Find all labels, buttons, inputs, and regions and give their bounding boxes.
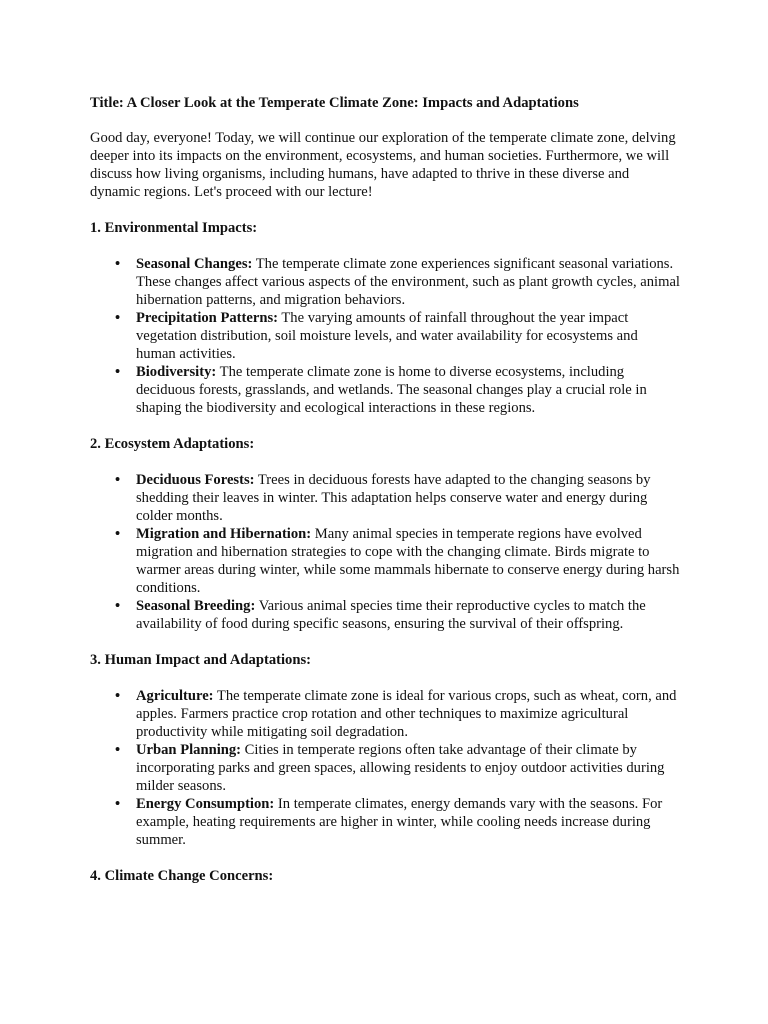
item-text: Various animal species time their reproductive cycles to match the availability of food during specific seasons, ensuring the survival of their offspring.	[136, 598, 646, 632]
list-item	[115, 795, 680, 849]
item-term: Seasonal Breeding:	[136, 598, 256, 614]
item-term: Energy Consumption:	[136, 796, 275, 812]
list-item	[115, 741, 680, 795]
item-term: Precipitation Patterns:	[136, 310, 278, 326]
section-heading: 1. Environmental Impacts:	[90, 220, 258, 236]
bullet-icon: •	[115, 310, 121, 326]
section-ecosystem-adaptations	[90, 435, 680, 633]
list-item	[115, 471, 680, 525]
list-item	[115, 255, 680, 309]
intro-paragraph: Good day, everyone! Today, we will continue our exploration of the temperate climate zone, delving deeper into its impacts on the environment, ecosystems, and human societies. Furthermore, we will discuss how living organisms, including humans, have adapted to thrive in these diverse and dynamic regions. Let's proceed with our lecture!	[90, 130, 676, 200]
section-environmental-impacts	[90, 219, 680, 417]
bullet-list	[90, 687, 680, 849]
item-text: Cities in temperate regions often take advantage of their climate by incorporating parks and green spaces, allowing residents to enjoy outdoor activities during milder seasons.	[136, 742, 665, 794]
list-item	[115, 597, 680, 633]
item-term: Migration and Hibernation:	[136, 526, 312, 542]
bullet-icon: •	[115, 598, 121, 614]
section-human-impact-adaptations	[90, 651, 680, 849]
list-item	[115, 687, 680, 741]
section-heading: 3. Human Impact and Adaptations:	[90, 652, 311, 668]
item-text: Trees in deciduous forests have adapted to the changing seasons by shedding their leaves in winter. This adaptation helps conserve water and energy during colder months.	[136, 472, 651, 524]
section-climate-change-concerns	[90, 867, 680, 885]
item-text: The varying amounts of rainfall throughout the year impact vegetation distribution, soil moisture levels, and water availability for ecosystems and human activities.	[136, 310, 638, 362]
list-item	[115, 309, 680, 363]
item-text: Many animal species in temperate regions have evolved migration and hibernation strategies to cope with the changing climate. Birds migrate to warmer areas during winter, while some mammals hibernate to conserve energy during harsh conditions.	[136, 526, 680, 596]
bullet-icon: •	[115, 256, 121, 272]
item-text: The temperate climate zone is home to diverse ecosystems, including deciduous forests, grasslands, and wetlands. The seasonal changes play a crucial role in shaping the biodiversity and ecological interactions in these regions.	[136, 364, 647, 416]
document-page	[90, 94, 680, 903]
list-item	[115, 525, 680, 597]
bullet-icon: •	[115, 688, 121, 704]
item-term: Urban Planning:	[136, 742, 242, 758]
item-term: Deciduous Forests:	[136, 472, 255, 488]
item-term: Seasonal Changes:	[136, 256, 253, 272]
bullet-icon: •	[115, 526, 121, 542]
bullet-list	[90, 471, 680, 633]
bullet-icon: •	[115, 742, 121, 758]
bullet-icon: •	[115, 364, 121, 380]
bullet-list	[90, 255, 680, 417]
bullet-icon: •	[115, 796, 121, 812]
list-item	[115, 363, 680, 417]
document-title: Title: A Closer Look at the Temperate Climate Zone: Impacts and Adaptations	[90, 95, 579, 111]
section-heading: 2. Ecosystem Adaptations:	[90, 436, 255, 452]
section-heading: 4. Climate Change Concerns:	[90, 868, 274, 884]
item-text: In temperate climates, energy demands vary with the seasons. For example, heating requirements are higher in winter, while cooling needs increase during summer.	[136, 796, 663, 848]
item-text: The temperate climate zone experiences significant seasonal variations. These changes affect various aspects of the environment, such as plant growth cycles, animal hibernation patterns, and migration behaviors.	[136, 256, 680, 308]
bullet-icon: •	[115, 472, 121, 488]
item-term: Agriculture:	[136, 688, 214, 704]
item-term: Biodiversity:	[136, 364, 217, 380]
item-text: The temperate climate zone is ideal for various crops, such as wheat, corn, and apples. Farmers practice crop rotation and other techniques to maximize agricultural productivity while mitigating soil degradation.	[136, 688, 677, 740]
